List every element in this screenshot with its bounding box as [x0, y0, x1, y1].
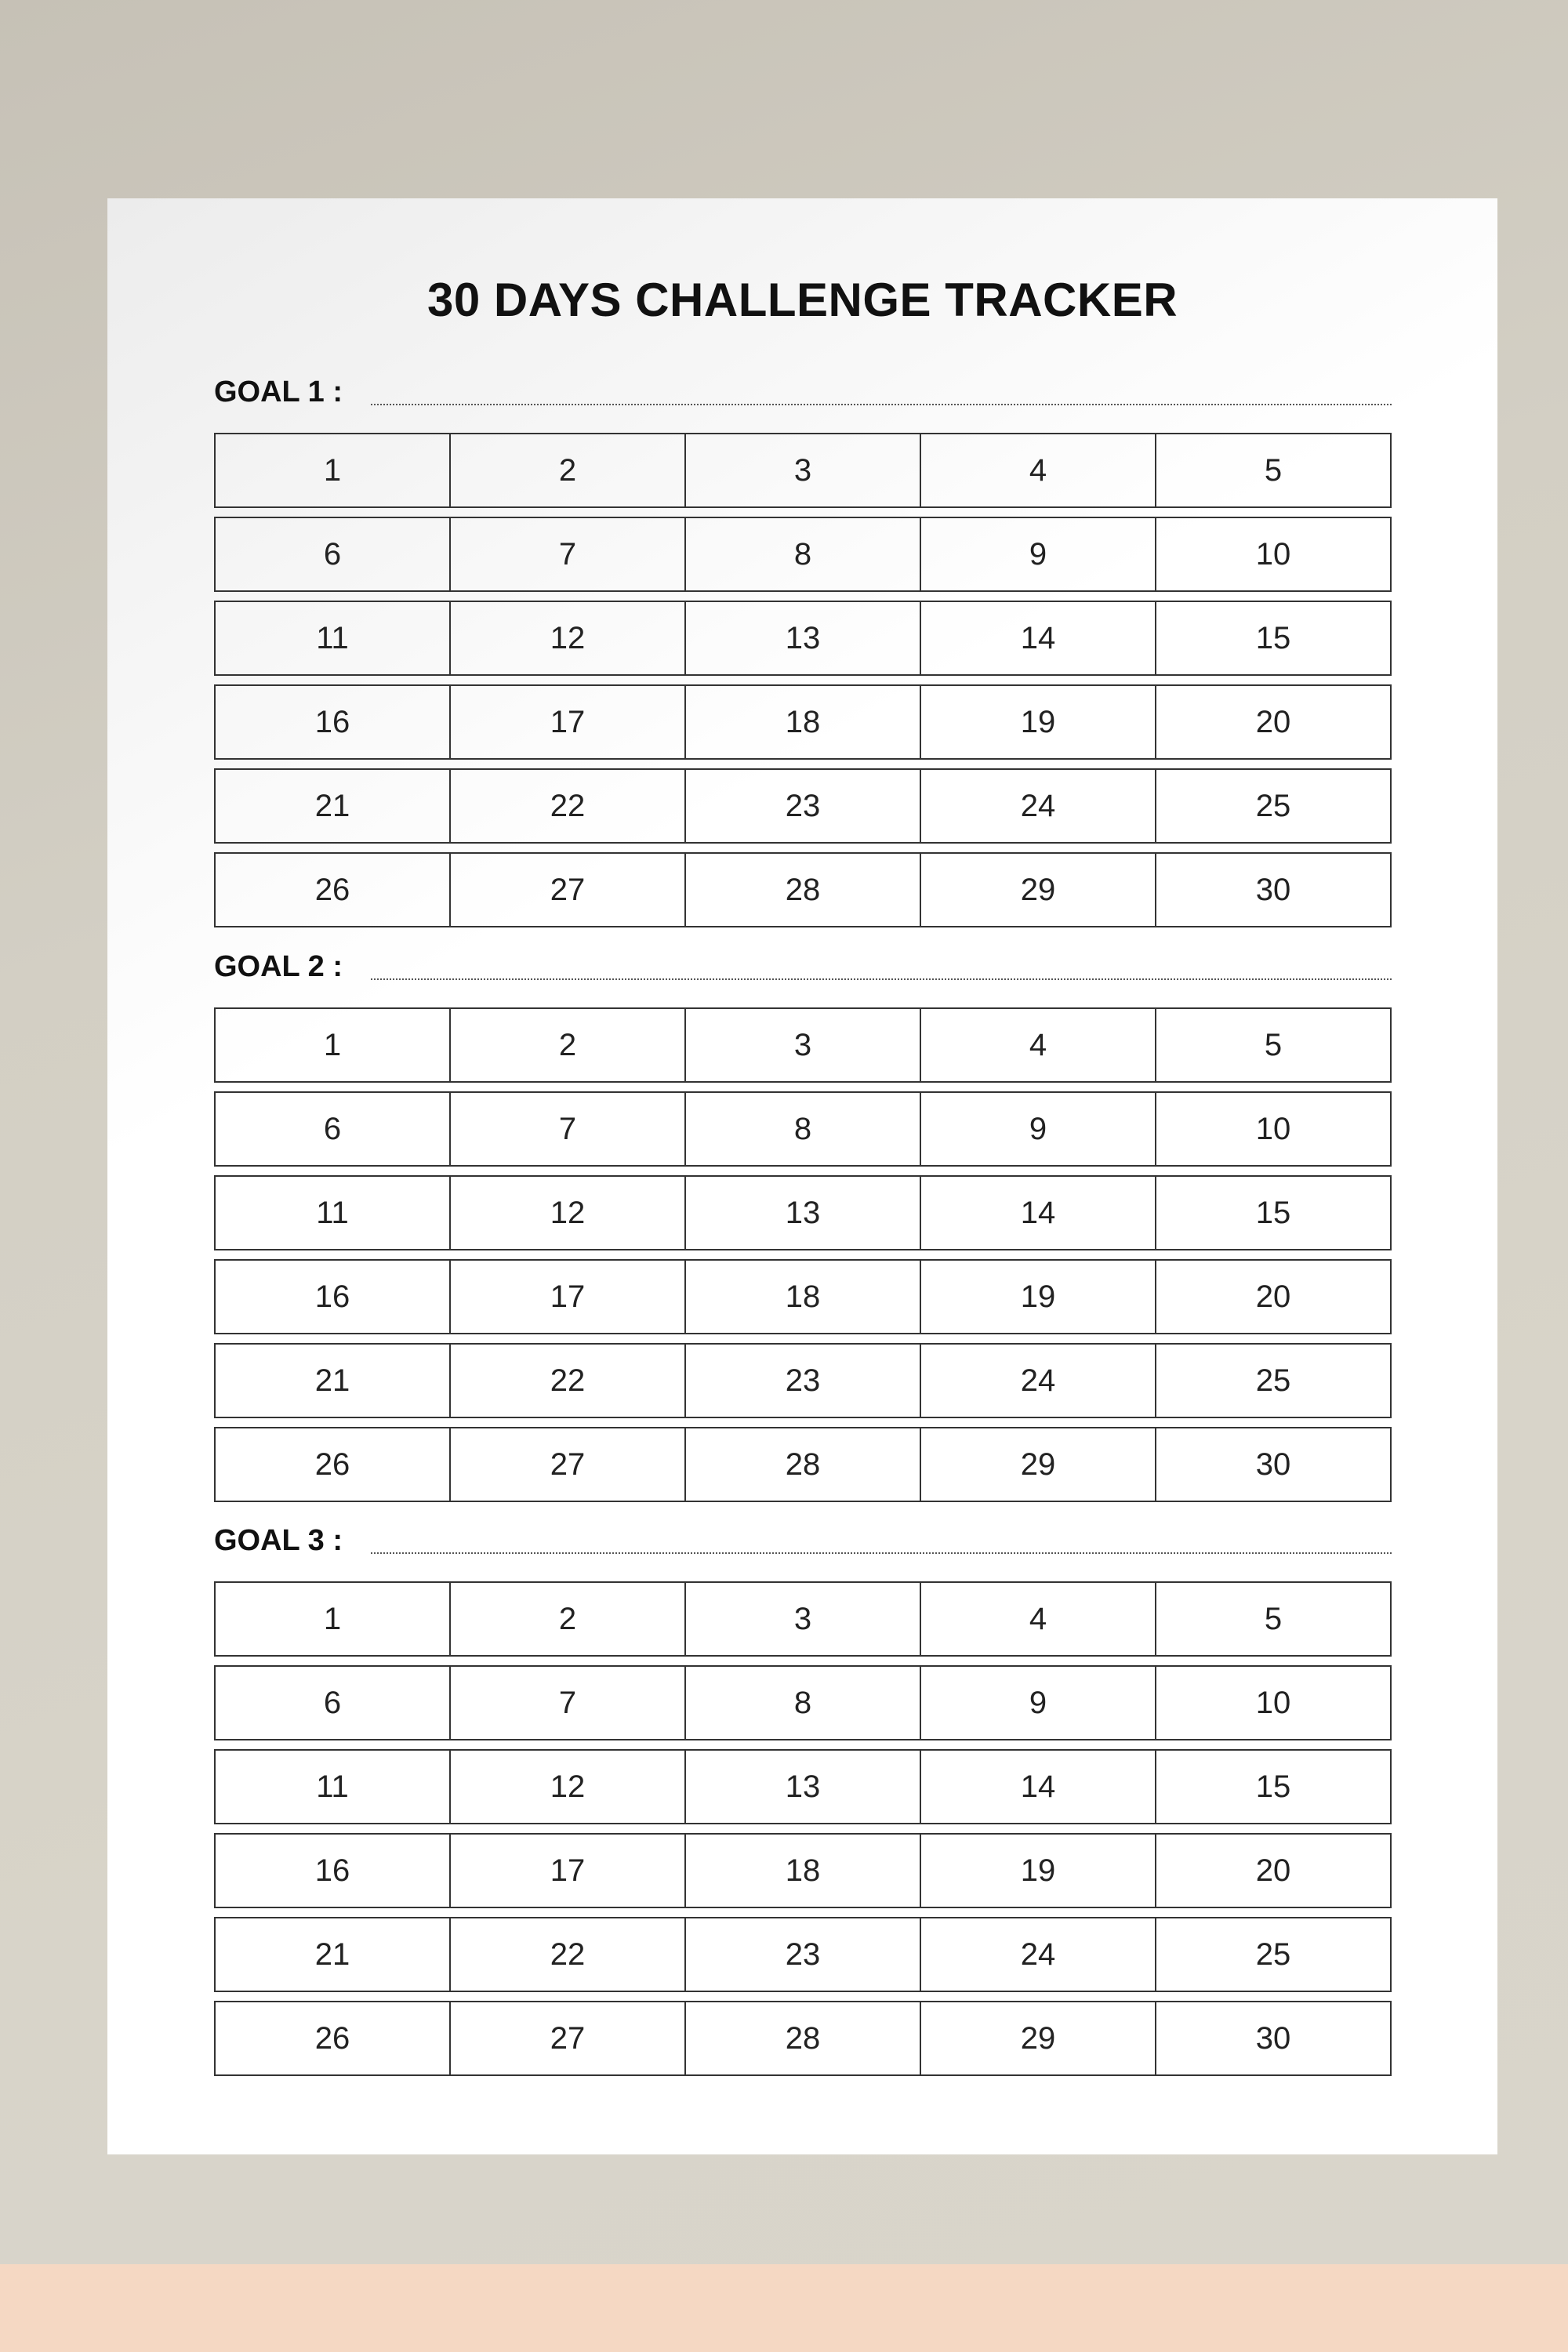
day-cell[interactable]: 4	[921, 434, 1156, 506]
day-cell[interactable]: 16	[216, 686, 451, 758]
day-cell[interactable]: 16	[216, 1835, 451, 1907]
day-cell[interactable]: 23	[686, 1918, 921, 1991]
day-cell[interactable]: 13	[686, 1751, 921, 1823]
day-cell[interactable]: 23	[686, 1345, 921, 1417]
goal-write-line[interactable]	[371, 978, 1392, 980]
tracker-sheet	[107, 198, 1497, 2154]
day-cell[interactable]: 8	[686, 1667, 921, 1739]
day-cell[interactable]: 21	[216, 1345, 451, 1417]
day-cell[interactable]: 30	[1255, 1446, 1291, 1482]
day-cell[interactable]: 14	[921, 1751, 1156, 1823]
day-cell[interactable]: 17	[451, 1835, 686, 1907]
day-cell[interactable]: 25	[1255, 1363, 1291, 1398]
day-cell[interactable]: 15	[1255, 1769, 1291, 1804]
day-cell[interactable]: 19	[921, 686, 1156, 758]
day-cell[interactable]: 30	[1255, 2020, 1291, 2056]
day-cell[interactable]: 27	[451, 2002, 686, 2074]
day-cell[interactable]: 29	[921, 2002, 1156, 2074]
goal-header	[214, 372, 1392, 419]
day-cell[interactable]: 13	[686, 602, 921, 674]
day-cell[interactable]: 20	[1255, 1853, 1291, 1888]
day-cell[interactable]: 19	[921, 1261, 1156, 1333]
day-cell[interactable]: 18	[686, 686, 921, 758]
day-cell[interactable]: 21	[216, 1918, 451, 1991]
day-row	[214, 1427, 1392, 1502]
day-cell[interactable]: 10	[1255, 536, 1291, 572]
day-cell[interactable]: 23	[686, 770, 921, 842]
day-row	[214, 1833, 1392, 1908]
day-cell[interactable]: 20	[1255, 1279, 1291, 1314]
day-cell[interactable]: 24	[921, 1345, 1156, 1417]
goal-header	[214, 947, 1392, 994]
day-cell[interactable]: 4	[921, 1583, 1156, 1655]
day-cell[interactable]: 22	[451, 1345, 686, 1417]
goal-section-1	[214, 372, 1392, 907]
day-cell[interactable]: 3	[686, 1009, 921, 1081]
day-cell[interactable]: 9	[921, 1667, 1156, 1739]
day-cell[interactable]: 24	[921, 770, 1156, 842]
day-row	[214, 1749, 1392, 1824]
day-cell[interactable]: 6	[216, 1667, 451, 1739]
day-cell[interactable]: 26	[216, 854, 451, 926]
day-cell[interactable]: 20	[1255, 704, 1291, 739]
day-cell[interactable]: 7	[451, 518, 686, 590]
day-cell[interactable]: 6	[216, 518, 451, 590]
day-row	[214, 1091, 1392, 1167]
day-row	[214, 1259, 1392, 1334]
day-cell[interactable]: 11	[216, 1177, 451, 1249]
day-cell[interactable]: 8	[686, 1093, 921, 1165]
day-cell[interactable]: 26	[216, 2002, 451, 2074]
day-cell[interactable]: 16	[216, 1261, 451, 1333]
day-row	[214, 601, 1392, 676]
day-cell[interactable]: 14	[921, 602, 1156, 674]
day-cell[interactable]: 7	[451, 1667, 686, 1739]
day-row	[214, 517, 1392, 592]
day-cell[interactable]: 29	[921, 854, 1156, 926]
day-cell[interactable]: 10	[1255, 1111, 1291, 1146]
day-cell[interactable]: 2	[451, 434, 686, 506]
goal-section-3	[214, 1521, 1392, 2056]
day-cell[interactable]: 25	[1255, 788, 1291, 823]
day-cell[interactable]: 12	[451, 1177, 686, 1249]
day-cell[interactable]: 7	[451, 1093, 686, 1165]
goal-label: GOAL 3 :	[214, 1524, 343, 1557]
day-row	[214, 1581, 1392, 1657]
day-cell[interactable]: 5	[1264, 1027, 1283, 1062]
day-cell[interactable]: 21	[216, 770, 451, 842]
day-row	[214, 1175, 1392, 1250]
day-cell[interactable]: 12	[451, 602, 686, 674]
day-cell[interactable]: 22	[451, 770, 686, 842]
day-cell[interactable]: 13	[686, 1177, 921, 1249]
day-cell[interactable]: 5	[1264, 1601, 1283, 1636]
day-grid	[214, 433, 1392, 936]
day-cell[interactable]: 5	[1264, 452, 1283, 488]
goal-write-line[interactable]	[371, 1552, 1392, 1554]
bottom-color-band	[0, 2264, 1568, 2352]
day-row	[214, 1665, 1392, 1740]
day-cell[interactable]: 2	[451, 1009, 686, 1081]
day-cell[interactable]: 10	[1255, 1685, 1291, 1720]
day-cell[interactable]: 9	[921, 1093, 1156, 1165]
day-row	[214, 2001, 1392, 2076]
day-cell[interactable]: 26	[216, 1428, 451, 1501]
day-cell[interactable]: 6	[216, 1093, 451, 1165]
goal-section-2	[214, 947, 1392, 1482]
day-cell[interactable]: 2	[451, 1583, 686, 1655]
day-cell[interactable]: 1	[216, 434, 451, 506]
day-cell[interactable]: 18	[686, 1261, 921, 1333]
day-cell[interactable]: 17	[451, 686, 686, 758]
day-grid	[214, 1581, 1392, 2085]
day-cell[interactable]: 3	[686, 1583, 921, 1655]
day-cell[interactable]: 19	[921, 1835, 1156, 1907]
day-cell[interactable]: 27	[451, 854, 686, 926]
day-row	[214, 852, 1392, 927]
day-cell[interactable]: 17	[451, 1261, 686, 1333]
day-cell[interactable]: 14	[921, 1177, 1156, 1249]
day-cell[interactable]: 15	[1255, 1195, 1291, 1230]
day-cell[interactable]: 24	[921, 1918, 1156, 1991]
page-title: 30 DAYS CHALLENGE TRACKER	[426, 274, 1178, 326]
day-cell[interactable]: 30	[1255, 872, 1291, 907]
day-cell[interactable]: 15	[1255, 620, 1291, 655]
day-cell[interactable]: 9	[921, 518, 1156, 590]
goal-label: GOAL 1 :	[214, 376, 343, 408]
day-row	[214, 433, 1392, 508]
day-cell[interactable]: 27	[451, 1428, 686, 1501]
goal-label: GOAL 2 :	[214, 950, 343, 983]
goal-write-line[interactable]	[371, 404, 1392, 405]
day-cell[interactable]: 3	[686, 434, 921, 506]
day-cell[interactable]: 11	[216, 602, 451, 674]
day-row	[214, 1917, 1392, 1992]
day-grid	[214, 1007, 1392, 1511]
day-cell[interactable]: 18	[686, 1835, 921, 1907]
goal-header	[214, 1521, 1392, 1568]
day-cell[interactable]: 25	[1255, 1936, 1291, 1972]
day-cell[interactable]: 28	[686, 854, 921, 926]
day-row	[214, 1343, 1392, 1418]
day-cell[interactable]: 28	[686, 1428, 921, 1501]
day-cell[interactable]: 11	[216, 1751, 451, 1823]
day-row	[214, 684, 1392, 760]
day-cell[interactable]: 8	[686, 518, 921, 590]
day-cell[interactable]: 22	[451, 1918, 686, 1991]
day-cell[interactable]: 29	[921, 1428, 1156, 1501]
day-cell[interactable]: 12	[451, 1751, 686, 1823]
day-row	[214, 1007, 1392, 1083]
day-row	[214, 768, 1392, 844]
day-cell[interactable]: 4	[921, 1009, 1156, 1081]
day-cell[interactable]: 28	[686, 2002, 921, 2074]
day-cell[interactable]: 1	[216, 1583, 451, 1655]
day-cell[interactable]: 1	[216, 1009, 451, 1081]
